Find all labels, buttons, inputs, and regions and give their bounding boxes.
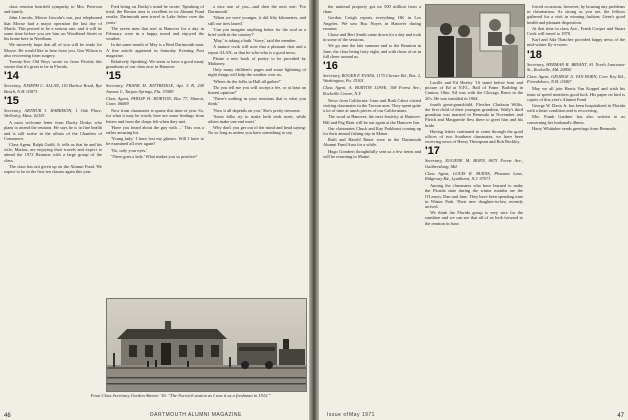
body-paragraph: Among the classmates who have learned to make the Florida state during the winter months are the O'Learys, Dan and Jane. They have been spending time in Winter Park. Their new daughter-in-law recently arrived. — [425, 183, 523, 210]
left-column-3 — [208, 4, 306, 137]
right-page — [319, 0, 628, 420]
body-paragraph: fourth great-grandchild, Fletcher Clarkson Willis, the first child of their youngest grandson, Wally's third grandson was married in Bermuda in November and Fletch and Marguerite flew there to greet him and his bride. — [425, 101, 523, 128]
class-year-heading: '17 — [425, 145, 440, 158]
class-officer-line: Secretary, HERMAN R. BRYANT, 81 North Lancaster St., Rockville, Md. 20850 — [527, 61, 625, 72]
body-paragraph: Gordon Creigh reports everything OK in Los Angeles. We saw Bus Noyes in Hanover during reunion. — [323, 15, 421, 31]
body-paragraph: 'There's nothing in your reunions that is what you think.' — [208, 96, 306, 107]
class-year-heading: '14 — [4, 70, 19, 83]
class-officer-line: Class Agent, LOUIS R. BURNS, Pleasant Lane, Ridgeway Rd., Lyndhurst, N.J. 07071 — [425, 170, 523, 182]
body-paragraph: Fred being on Ducky's mind he wrote: 'Speaking of tired, the Boston area is excellent in its Alumni Fund results. Dartmouth men travel to Lake Sebec over the years.' — [106, 4, 204, 25]
body-paragraph: class reunion heartfelt sympathy to Mrs. Peterson and family. — [4, 4, 102, 15]
body-paragraph: Class Agent, Ralph Guild, Jr. tells us that he and his wife, Marion, are enjoying their travels and expect to attend the 1972 Reunion with a large group of the class. — [4, 142, 102, 163]
body-paragraph: In the same month of May is a Real Dartmouth man. A fine article appeared in Saturday Evening Post magazine. — [106, 42, 204, 58]
body-paragraph: Our classmates Chuck and Kay Parkhurst coming up for their annual fishing trip in Maine. — [323, 125, 421, 137]
body-paragraph: 'No, only your eyes.' — [111, 147, 148, 153]
body-paragraph: 'Some folks try to make both ends meet, while others make one end meet.' — [208, 113, 306, 125]
body-paragraph: Hugo Gombert thoughtfully sent us a few items and will be returning to Maine. — [323, 148, 421, 159]
body-paragraph: George W. Davis Jr. has been hospitalized in Florida with a heart condition and is recovering. — [527, 103, 625, 114]
body-paragraph: Ruth and Harold Bauer were in the Dartmouth Alumni Fund Area for a while. — [323, 137, 421, 148]
body-paragraph: Lucille and Ed Healey '16 stand before bust and picture of Ed at N.F.L. Hall of Fame. Building in Canton, Ohio. Ed was with the Chicago Bears in the 20's. He was installed in 1964. — [425, 80, 523, 101]
body-paragraph: Karl and Ada Thatcher provided happy news of the mid-winter fly-a-room. — [527, 37, 625, 48]
body-paragraph: The word at Hanover, the next festivity at Hanover: Bill and Peg Blair will be out again at the Hanover Inn. — [323, 114, 421, 125]
body-paragraph: 'Young lady,' I have lost my glasses. Will I have to be examined all over again? — [106, 136, 204, 147]
class-officer-line: Class Agent, A. BURTON LOWE, 108 Forest Ave., Rockville Centre, N.Y. — [323, 85, 421, 96]
body-paragraph: The seven men that met at Hanover for a day in February were in a happy mood and enjoyed the weather. — [106, 25, 204, 42]
body-paragraph: A mature cook will note that a pleasant chat and a report ALAN, or that he who-who is a good news. — [208, 44, 306, 55]
page-gutter — [309, 0, 319, 420]
right-column-1 — [323, 4, 421, 160]
body-paragraph: 'Do you tell me you will accept a fee, or at least an honest opinion?' — [208, 84, 306, 96]
body-paragraph: Why don't you get out of the mind and head saying: No so long as unless you have something to say. — [208, 125, 306, 136]
right-column-2 — [425, 80, 523, 227]
body-paragraph: The class has not given up on the Alumni Fund. We expect to be in the first ten classes again this year. — [4, 163, 102, 175]
right-column-3 — [527, 4, 625, 132]
class-year-heading: '18 — [527, 48, 542, 61]
body-paragraph: Twenty-five Old Boys wrote us from Florida this winter that it's great to be in Florida. — [4, 59, 102, 70]
body-paragraph: Having letters continued to come through the good offices of two Southern classmates, we have been receiving news of Henry Thompson and Bob Beckley. — [425, 128, 523, 145]
body-paragraph: We sincerely hope that all of you will be ready for Moose. He would like to hear from you. Gus Wilson is also recovering from surgery. — [4, 42, 102, 58]
right-page-footer-issue: Issue of — [327, 412, 349, 418]
body-paragraph: 'Where do the folks in Hall all gather?' — [213, 78, 281, 84]
class-year-heading: '15 — [106, 70, 121, 83]
body-paragraph: We think the Florida group is very nice for the sunshine and we can see that all of us look forward to the reunion in June. — [425, 210, 523, 226]
body-paragraph: 'There goes a lady.' What makes you so positive? — [111, 153, 197, 159]
left-column-1 — [4, 4, 102, 175]
photo-caption: From Class Secretary Gordon Skeeter '16: "The Norwich station as I saw it as a freshman in 1912." — [90, 393, 271, 398]
body-paragraph: 'Now it all depends on you.' She's pretty tiresome. — [213, 107, 301, 113]
class-year-heading: '15 — [4, 94, 19, 107]
right-page-footer-date: May 1971 — [349, 412, 375, 418]
class-officer-line: Secretary, ARTHUR J. HARRISON, 1 Oak Place, Wellesley, Mass. 02181 — [4, 107, 102, 119]
class-officer-line: Secretary, JOSEPH C. ALLAN, 110 Harbor Road, Rye Beach, N.H. 03871 — [4, 83, 102, 94]
class-officer-line: Secretary, FRANK H. KITTREDGE, Apt. 5 B, 249 Avenue C, Tarpon Springs, Fla. 33589 — [106, 83, 204, 94]
body-paragraph: Harry Whittaker sends greetings from Bermuda. — [532, 125, 617, 131]
body-paragraph: Only many children's pages and some lightning of night things will help the weather over us. — [208, 67, 306, 78]
left-page-footer: DARTMOUTH ALUMNI MAGAZINE — [150, 412, 242, 418]
class-officer-line: Secretary, EUGENE M. BOEN, 8075 Forest Ave., Gaithersburg, Md. — [425, 158, 523, 169]
body-paragraph: 'Can you imagine anything better for the soul as a brief walk in the country?' — [208, 26, 306, 38]
class-year-heading: '16 — [323, 60, 338, 73]
station-illustration — [107, 299, 306, 391]
body-paragraph: a nice one of you—and then the next one: 'For Dartmouth.' — [208, 4, 306, 15]
class-officer-line: Class Agent, GEORGE A. VAN BORN, Cove Key Rd., Friendsboro, N.H. 03467 — [527, 74, 625, 85]
body-paragraph: the national property got no 500 million from a chair. — [323, 4, 421, 15]
body-paragraph: forced occasions, however, by housing any problems in rheumatism. As strong as you are, the fellows gathered for a visit in winning fashion; Gene's good health and pleasant disposition. — [527, 4, 625, 25]
body-paragraph: Relatively Speaking: We seem to have a good many grandsons of our class now in Hanover. — [106, 59, 204, 70]
body-paragraph: 'May,' is taking a bath. 'Sorry,' said the member. — [213, 38, 297, 44]
healey-photo — [425, 4, 525, 78]
left-page — [0, 0, 309, 420]
body-paragraph: Mrs. Frank Gardner has also written to us concerning her husband's illness. — [527, 114, 625, 125]
body-paragraph: We go into the late summer and to the Reunion in June, the class being forty eight, and with those of us in full cheer around us. — [323, 43, 421, 59]
body-paragraph: Chase and Bert Smith came down for a day and took in some of the sessions. — [323, 32, 421, 43]
class-officer-line: Class Agent, PHILIP H. HORTON, Box 77, Sharon, Conn. 06069 — [106, 95, 204, 107]
body-paragraph: News from California: Gran and Ruth Cabot visited visiting classmates in the Tucson area. They spent quite a lot of time at ranch pieces of our Californians. — [323, 97, 421, 114]
norwich-station-photo — [106, 298, 307, 392]
healey-illustration — [426, 5, 524, 77]
body-paragraph: A most welcome letter from Ducky Drake, who plans to attend the reunion. He says he is in fine health and is still active in the affairs of the Chamber of Commerce. — [4, 120, 102, 141]
body-paragraph: Please a new book of poetry to be provided by Mahoney. — [208, 55, 306, 67]
body-paragraph: 'When we were younger, it did fifty kilometres, and still our tires lasted.' — [208, 15, 306, 26]
body-paragraph: Now from classmates is sparse this time of year. So, for what it may be worth, here are some findings from letters and from the chaps felt when they met. — [106, 108, 204, 124]
body-paragraph: 'Have you heard about the guy with ...' This was a rather amusing bit. — [106, 124, 204, 136]
body-paragraph: At that time in class Ave., Frank Cooper and Stuart Cook will travel to 1970. — [527, 25, 625, 37]
right-page-number: 47 — [617, 413, 624, 419]
left-page-number: 46 — [4, 413, 11, 419]
left-column-2 — [106, 4, 204, 160]
body-paragraph: May we all join Harris Van Koppel and wish his team of speed members good luck. His paper on bird is copies of this year's Alumni Fund. — [527, 86, 625, 102]
body-paragraph: John Lincoln, Moose Lincoln's son, just telephoned that Moose had a major operation the last day of March. This proved to be a serious one, and it will be some time before you see him on Woodland Street or his home here in Needham. — [4, 15, 102, 42]
class-officer-line: Secretary, ROGER F. EVANS, 1175 Chester Rd., Bos. 2, Washington, Pa. 15301 — [323, 73, 421, 84]
